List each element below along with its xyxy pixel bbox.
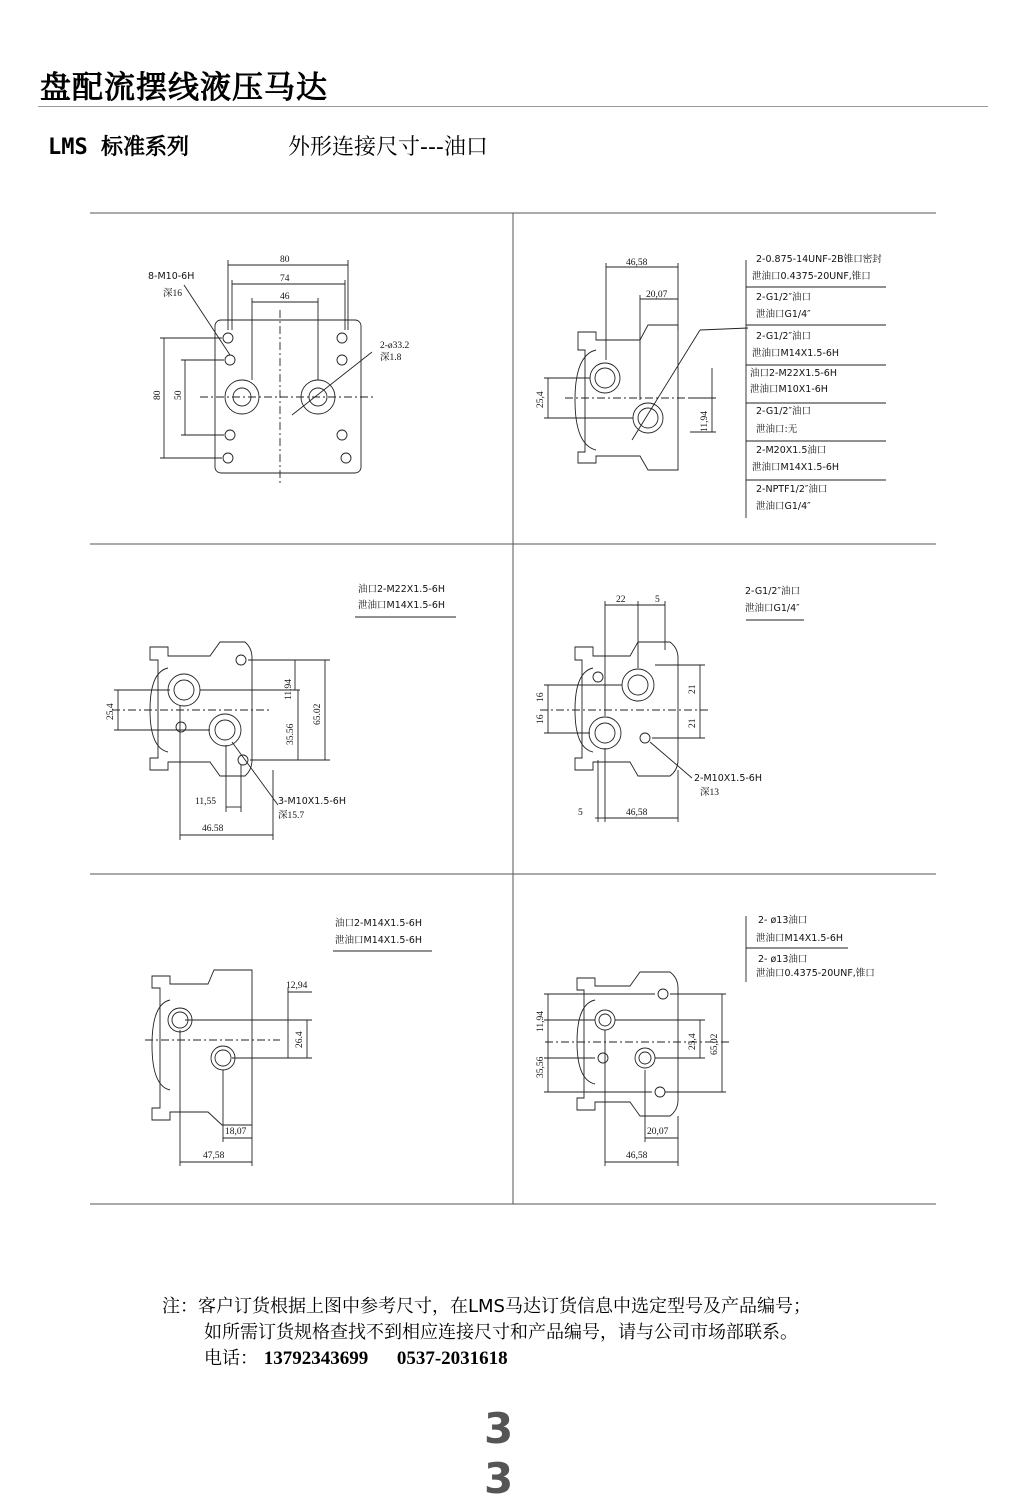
series-label: LMS 标准系列: [48, 135, 189, 160]
panel2-drawing: [544, 260, 886, 518]
p2-option-7-line1: 2-NPTF1/2″油口: [756, 484, 828, 495]
p2-option-5-line1: 2-G1/2″油口: [756, 406, 812, 417]
p1-hole-depth: 深1.8: [380, 353, 402, 363]
p5-dim-12-94: 12,94: [286, 981, 308, 991]
note-line-1: 注：客户订货根据上图中参考尺寸，在LMS马达订货信息中选定型号及产品编号；: [162, 1296, 811, 1317]
p2-option-4-line1: 油口2-M22X1.5-6H: [750, 368, 837, 379]
p1-hole-callout: 2-ø33.2: [380, 341, 410, 351]
panel2-labels: [536, 253, 882, 512]
p4-dim-46-58: 46,58: [626, 808, 648, 818]
phone-mobile: 13792343699: [263, 1348, 369, 1369]
p1-dim-74: 74: [280, 274, 290, 284]
p1-dim-46: 46: [280, 292, 290, 302]
p6-dim-46-58: 46,58: [626, 1151, 648, 1161]
panel1-labels: [148, 255, 410, 400]
p4-dim-21-b: 21: [688, 718, 698, 728]
p3-dim-11-55: 11,55: [195, 797, 217, 807]
p2-dim-11-94: 11,94: [700, 410, 710, 432]
p2-option-7-line2: 泄油口G1/4″: [756, 501, 811, 512]
p6-dim-11-94: 11,94: [536, 1010, 546, 1032]
panel6-labels: [536, 914, 875, 1161]
p2-option-6-line1: 2-M20X1.5油口: [756, 445, 827, 456]
phone-label: 电话：: [204, 1348, 258, 1369]
p4-dim-21-a: 21: [688, 684, 698, 694]
p6-option-2-line1: 2- ø13油口: [758, 954, 808, 965]
p6-dim-65-02: 65,02: [710, 1033, 720, 1055]
p5-dim-26-4: 26.4: [295, 1031, 305, 1048]
p4-dim-22: 22: [616, 595, 626, 605]
p3-thread-callout: 3-M10X1.5-6H: [278, 796, 346, 807]
p2-option-2-line1: 2-G1/2″油口: [756, 292, 812, 303]
p1-thread-depth: 深16: [163, 289, 183, 299]
page-title: 盘配流摆线液压马达: [40, 70, 328, 106]
p3-dim-65-02: 65.02: [313, 703, 323, 725]
p2-dim-46-58: 46,58: [626, 258, 648, 268]
phone-office: 0537-2031618: [396, 1348, 508, 1369]
p4-dim-16-a: 16: [536, 692, 546, 702]
p2-option-4-line2: 泄油口M10X1-6H: [750, 384, 828, 395]
p3-dim-35-56: 35.56: [286, 723, 296, 745]
panel1-drawing: [160, 260, 375, 485]
p4-dim-16-b: 16: [536, 714, 546, 724]
p6-option-2-line2: 泄油口0.4375-20UNF,锥口: [756, 968, 875, 979]
page-number: 3: [484, 1404, 514, 1453]
p6-dim-35-56: 35,56: [536, 1056, 546, 1078]
p2-option-3-line2: 泄油口M14X1.5-6H: [752, 348, 840, 359]
p2-dim-25-4: 25,4: [536, 391, 546, 408]
p4-thread-depth: 深13: [700, 788, 720, 798]
p4-dim-5-bottom: 5: [578, 808, 583, 818]
p2-option-5-line2: 泄油口:无: [756, 424, 798, 435]
contact-line: [162, 1346, 811, 1372]
p3-port-line2: 泄油口M14X1.5-6H: [358, 600, 446, 611]
p3-dim-11-94: 11.94: [284, 678, 294, 700]
p4-dim-5-top: 5: [655, 595, 660, 605]
panel5-labels: [203, 917, 422, 1161]
p2-dim-20-07: 20,07: [646, 290, 668, 300]
p3-port-line1: 油口2-M22X1.5-6H: [358, 584, 445, 595]
p4-thread-callout: 2-M10X1.5-6H: [694, 773, 762, 784]
p2-option-1-line1: 2-0.875-14UNF-2B锥口密封: [756, 254, 882, 265]
section-label: 外形连接尺寸---油口: [288, 135, 488, 160]
note-line-2: 如所需订货规格查找不到相应连接尺寸和产品编号，请与公司市场部联系。: [204, 1322, 798, 1343]
p5-dim-18-07: 18,07: [225, 1127, 247, 1137]
p1-dim-50: 50: [174, 390, 184, 400]
p3-thread-depth: 深15.7: [278, 811, 305, 821]
p6-option-1-line1: 2- ø13油口: [758, 915, 808, 926]
p6-option-1-line2: 泄油口M14X1.5-6H: [756, 933, 844, 944]
panel3-labels: [106, 583, 445, 834]
p4-port-line1: 2-G1/2″油口: [745, 586, 801, 597]
p1-dim-80-side: 80: [153, 390, 163, 400]
page-number-repeat: 3: [484, 1454, 514, 1503]
p2-option-1-line2: 泄油口0.4375-20UNF,锥口: [752, 271, 871, 282]
p5-dim-47-58: 47,58: [203, 1151, 225, 1161]
p6-dim-20-07: 20,07: [647, 1127, 669, 1137]
p1-dim-80-top: 80: [280, 255, 290, 265]
p5-port-line1: 油口2-M14X1.5-6H: [335, 918, 422, 929]
p2-option-6-line2: 泄油口M14X1.5-6H: [752, 462, 840, 473]
p4-port-line2: 泄油口G1/4″: [745, 603, 800, 614]
p2-option-3-line1: 2-G1/2″油口: [756, 331, 812, 342]
p5-port-line2: 泄油口M14X1.5-6H: [335, 935, 423, 946]
p2-option-2-line2: 泄油口G1/4″: [756, 309, 811, 320]
p3-dim-25-4: 25.4: [106, 703, 116, 720]
panel4-drawing: [540, 601, 804, 822]
p3-dim-46-58: 46.58: [202, 824, 224, 834]
p6-dim-25-4: 25,4: [688, 1033, 698, 1050]
p1-thread-callout: 8-M10-6H: [148, 271, 195, 282]
ordering-note: [162, 1294, 811, 1372]
